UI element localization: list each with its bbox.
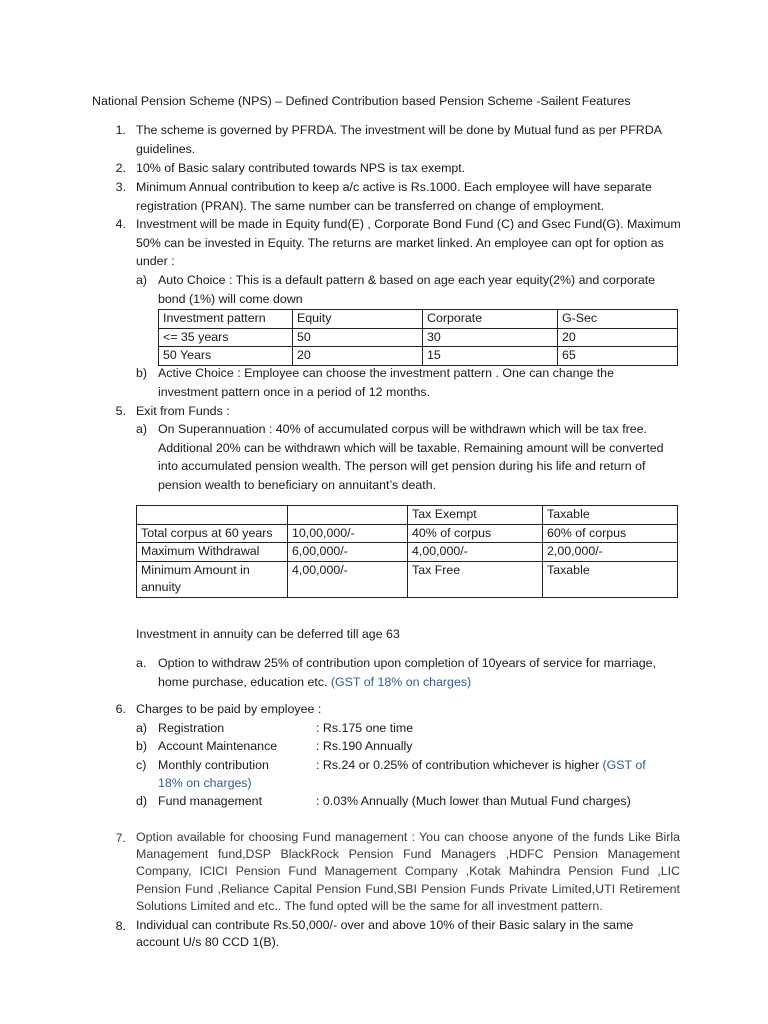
list-number: 3. bbox=[115, 180, 126, 194]
table-row bbox=[137, 543, 678, 562]
sub-item-withdraw-option bbox=[136, 654, 696, 691]
charge-name: Account Maintenance bbox=[158, 739, 278, 753]
table-cell: 6,00,000/- bbox=[288, 543, 408, 562]
list-text: Option available for choosing Fund management : You can choose anyone of the funds Like Birla Management fund,DSP BlackRock Pension Fund Managers ,HDFC Pension Management Company, ICICI Pension Fund Management Company ,Kotak Mahindra Pension Fund ,LIC Pension Fund ,Reliance Capital Pension Fund,SBI Pension Funds Private Limited,UTI Retirement Solutions Limited and etc.. The fund opted will be the same for all investment pattern. bbox=[136, 830, 680, 913]
charge-value: : Rs.190 Annually bbox=[316, 739, 413, 753]
charge-label: b) bbox=[136, 739, 148, 753]
table-cell: 2,00,000/- bbox=[543, 543, 678, 562]
list-number: 4. bbox=[115, 217, 126, 231]
list-item-7 bbox=[110, 829, 680, 915]
table-cell: 4,00,000/- bbox=[288, 561, 408, 597]
charge-value: : Rs.175 one time bbox=[316, 721, 414, 735]
charge-label: d) bbox=[136, 794, 148, 808]
cell-text: annuity bbox=[141, 580, 181, 595]
sub-label: a. bbox=[136, 656, 147, 670]
cell-text: Minimum Amount in bbox=[141, 562, 250, 577]
list-number: 1. bbox=[115, 123, 126, 137]
charge-name: Monthly contribution bbox=[158, 758, 269, 772]
sub-item-superannuation bbox=[136, 420, 676, 494]
table-row bbox=[137, 524, 678, 543]
list-item-8 bbox=[110, 917, 680, 952]
table-cell: Total corpus at 60 years bbox=[137, 524, 288, 543]
charge-name: Fund management bbox=[158, 794, 263, 808]
table-header-row bbox=[159, 310, 678, 329]
list-text: Investment will be made in Equity fund(E) , Corporate Bond Fund (C) and Gsec Fund(G). Maximum 50% can be invested in Equity. The returns are market linked. An employee can opt for option as under : bbox=[136, 217, 681, 269]
table-cell: 15 bbox=[423, 347, 558, 366]
sub-item-auto-choice bbox=[136, 271, 676, 308]
table-cell: 20 bbox=[558, 328, 678, 347]
list-item-2 bbox=[110, 159, 690, 178]
table-cell: Investment pattern bbox=[159, 310, 293, 329]
list-number: 8. bbox=[115, 919, 126, 933]
sub-text bbox=[158, 654, 696, 691]
table-header-row bbox=[137, 506, 678, 525]
table-cell: 40% of corpus bbox=[408, 524, 543, 543]
withdrawal-table bbox=[136, 505, 678, 598]
list-text: Exit from Funds : bbox=[136, 404, 230, 418]
charge-label: c) bbox=[136, 758, 147, 772]
list-item-5 bbox=[110, 402, 690, 421]
sub-text: On Superannuation : 40% of accumulated corpus will be withdrawn which will be tax free. Additional 20% can be withdrawn which will be taxable. Remaining amount will be converted into accumulated pension wealth. The person will get pension during his life and return of pension wealth to beneficiary on annuitant’s death. bbox=[158, 422, 664, 492]
charge-value-text: : Rs.24 or 0.25% of contribution whichever is higher bbox=[316, 758, 603, 772]
table-cell: 60% of corpus bbox=[543, 524, 678, 543]
table-cell bbox=[288, 506, 408, 525]
table-cell: G-Sec bbox=[558, 310, 678, 329]
table-cell: Taxable bbox=[543, 561, 678, 597]
table-cell: 4,00,000/- bbox=[408, 543, 543, 562]
table-cell bbox=[137, 561, 288, 597]
list-number: 2. bbox=[115, 161, 126, 175]
list-number: 6. bbox=[115, 702, 126, 716]
list-item-6 bbox=[110, 700, 690, 719]
annuity-defer-note: Investment in annuity can be deferred till age 63 bbox=[136, 627, 400, 641]
table-cell: Tax Exempt bbox=[408, 506, 543, 525]
charge-name: Registration bbox=[158, 721, 225, 735]
sub-text: Active Choice : Employee can choose the investment pattern . One can change the investment pattern once in a period of 12 months. bbox=[158, 366, 614, 399]
sub-text-line: home purchase, education etc. bbox=[158, 674, 331, 689]
sub-label: a) bbox=[136, 422, 148, 436]
list-item-3 bbox=[110, 178, 690, 215]
sub-item-active-choice bbox=[136, 364, 676, 401]
table-cell: 50 bbox=[293, 328, 423, 347]
table-cell: Corporate bbox=[423, 310, 558, 329]
charge-value: : 0.03% Annually (Much lower than Mutual Fund charges) bbox=[316, 794, 631, 808]
list-text: Minimum Annual contribution to keep a/c active is Rs.1000. Each employee will have separate registration (PRAN). The same number can be transferred on change of employment. bbox=[136, 180, 652, 213]
gst-note: (GST of 18% on charges) bbox=[330, 674, 472, 689]
table-row bbox=[159, 347, 678, 366]
list-text: 10% of Basic salary contributed towards NPS is tax exempt. bbox=[136, 161, 466, 175]
table-cell: 10,00,000/- bbox=[288, 524, 408, 543]
list-text: The scheme is governed by PFRDA. The investment will be done by Mutual fund as per PFRDA guidelines. bbox=[136, 123, 662, 156]
table-cell: 50 Years bbox=[159, 347, 293, 366]
sub-label: a) bbox=[136, 273, 148, 287]
sub-text: Auto Choice : This is a default pattern & based on age each year equity(2%) and corporate bond (1%) will come down bbox=[158, 273, 656, 306]
sub-label: b) bbox=[136, 366, 148, 380]
table-cell: Maximum Withdrawal bbox=[137, 543, 288, 562]
table-cell: 65 bbox=[558, 347, 678, 366]
table-cell: Equity bbox=[293, 310, 423, 329]
table-cell: 20 bbox=[293, 347, 423, 366]
list-number: 7. bbox=[115, 831, 126, 845]
sub-text-line: Option to withdraw 25% of contribution upon completion of 10years of service for marriage, bbox=[158, 656, 656, 670]
table-cell: 30 bbox=[423, 328, 558, 347]
table-cell: <= 35 years bbox=[159, 328, 293, 347]
list-text: Charges to be paid by employee : bbox=[136, 702, 322, 716]
gst-note-cont: 18% on charges) bbox=[158, 776, 252, 790]
page-title: National Pension Scheme (NPS) – Defined Contribution based Pension Scheme -Sailent Features bbox=[92, 94, 631, 108]
investment-pattern-table bbox=[158, 309, 678, 366]
table-row bbox=[137, 561, 678, 597]
charge-value bbox=[316, 756, 696, 775]
table-cell: Taxable bbox=[543, 506, 678, 525]
table-row bbox=[159, 328, 678, 347]
list-item-4 bbox=[110, 215, 690, 271]
list-item-1 bbox=[110, 121, 690, 158]
list-number: 5. bbox=[115, 404, 126, 418]
table-cell bbox=[137, 506, 288, 525]
charge-label: a) bbox=[136, 721, 148, 735]
gst-note: (GST of bbox=[602, 758, 646, 772]
list-text: Individual can contribute Rs.50,000/- over and above 10% of their Basic salary in the same account U/s 80 CCD 1(B). bbox=[136, 918, 634, 950]
table-cell: Tax Free bbox=[408, 561, 543, 597]
